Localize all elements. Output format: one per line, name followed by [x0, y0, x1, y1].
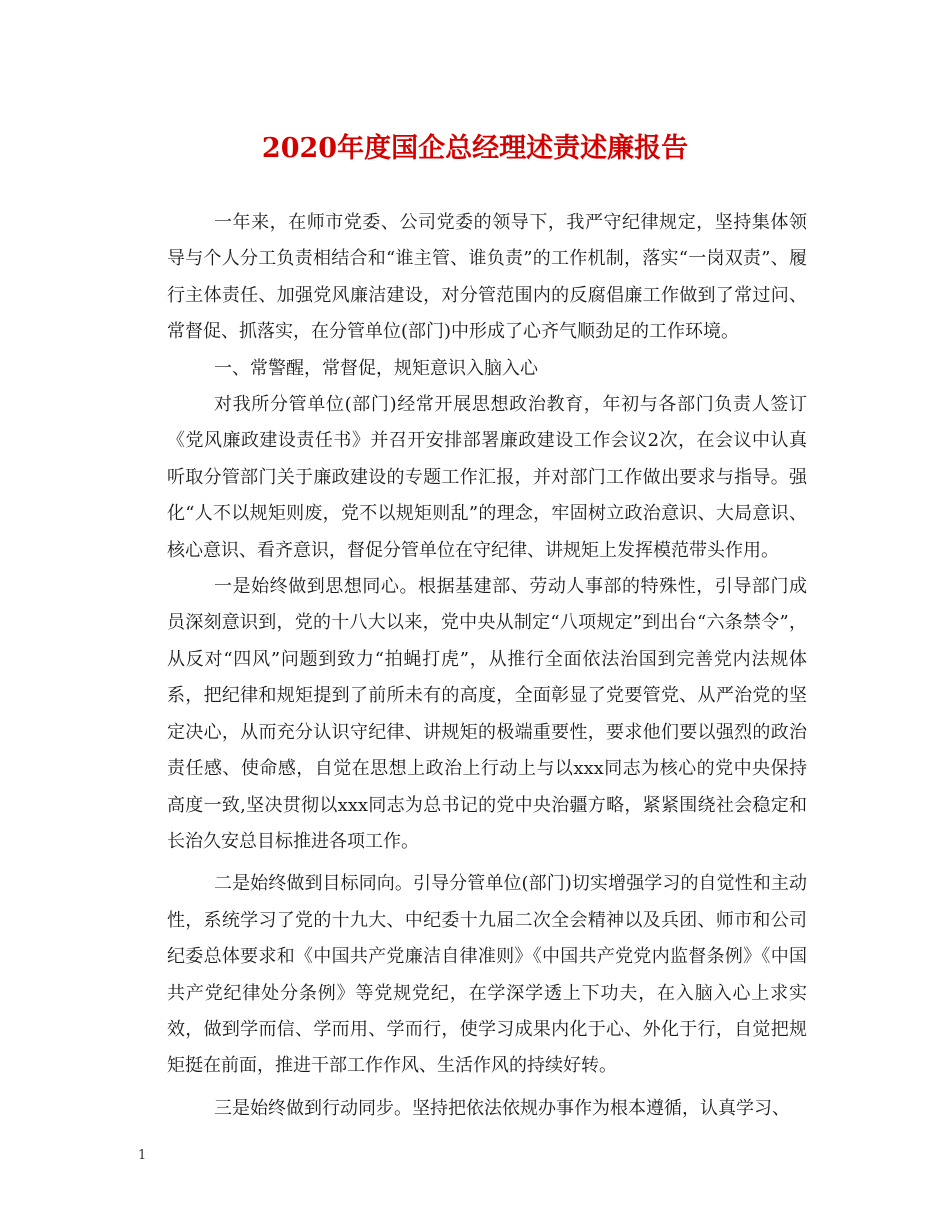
paragraph-goal: 二是始终做到目标同向。引导分管单位(部门)切实增强学习的自觉性和主动性，系统学习了党的十九大、中纪委十九届二次全会精神以及兵团、师市和公司纪委总体要求和《中国共产党廉洁自律准则》《中国共产党党内监督条例》《中国共产党纪律处分条例》等党规党纪，在学深学透上下功夫，在入脑入心上求实效，做到学而信、学而用、学而行，使学习成果内化于心、外化于行，自觉把规矩挺在前面，推进干部工作作风、生活作风的持续好转。 [167, 873, 807, 1077]
document-title: 2020年度国企总经理述责述廉报告 [261, 133, 689, 164]
paragraph-action: 三是始终做到行动同步。坚持把依法依规办事作为根本遵循，认真学习、 [214, 1097, 790, 1119]
paragraph-thought: 一是始终做到思想同心。根据基建部、劳动人事部的特殊性，引导部门成员深刻意识到，党的十八大以来，党中央从制定“八项规定”到出台“六条禁令”，从反对“四风”问题到致力“拍蝇打虎”，从推行全面依法治国到完善党内法规体系，把纪律和规矩提到了前所未有的高度，全面彰显了党要管党、从严治党的坚定决心，从而充分认识守纪律、讲规矩的极端重要性，要求他们要以强烈的政治责任感、使命感，自觉在思想上政治上行动上与以xxx同志为核心的党中央保持高度一致,坚决贯彻以xxx同志为总书记的党中央治疆方略，紧紧围绕社会稳定和长治久安总目标推进各项工作。 [167, 576, 807, 852]
paragraph-intro: 一年来，在师市党委、公司党委的领导下，我严守纪律规定，坚持集体领导与个人分工负责相结合和“谁主管、谁负责”的工作机制，落实“一岗双责”、履行主体责任、加强党风廉洁建设，对分管范围内的反腐倡廉工作做到了常过问、常督促、抓落实，在分管单位(部门)中形成了心齐气顺劲足的工作环境。 [167, 212, 807, 343]
section-heading-1: 一、常警醒，常督促，规矩意识入脑入心 [214, 357, 538, 379]
paragraph-education: 对我所分管单位(部门)经常开展思想政治教育，年初与各部门负责人签订《党风廉政建设责任书》并召开安排部署廉政建设工作会议2次，在会议中认真听取分管部门关于廉政建设的专题工作汇报，并对部门工作做出要求与指导。强化“人不以规矩则废，党不以规矩则乱”的理念，牢固树立政治意识、大局意识、核心意识、看齐意识，督促分管单位在守纪律、讲规矩上发挥模范带头作用。 [167, 394, 807, 561]
page-number: 1 [138, 1148, 147, 1163]
document-body [167, 205, 807, 1127]
